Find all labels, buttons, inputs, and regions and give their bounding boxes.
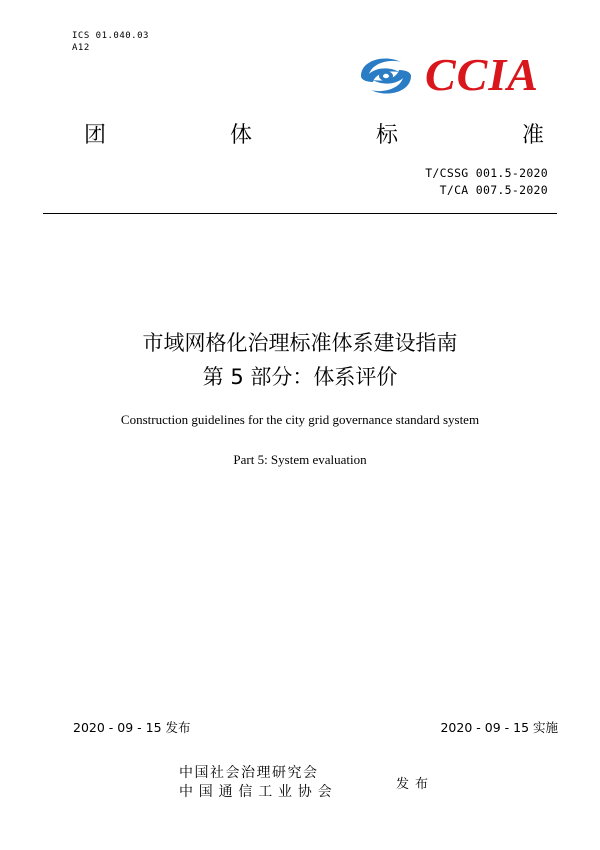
ccia-emblem-icon — [355, 50, 417, 102]
standard-type-char: 标 — [375, 123, 398, 148]
publisher-organizations — [179, 764, 337, 802]
publisher-org-2: 中国通信工业协会 — [179, 784, 338, 800]
standard-type-char: 准 — [521, 123, 544, 148]
title-english-part: Part 5: System evaluation — [233, 452, 367, 467]
classification-codes — [72, 30, 149, 54]
standard-type-char: 团 — [84, 123, 107, 148]
title-english-main: Construction guidelines for the city grid governance standard system — [120, 412, 480, 427]
title-chinese-part: 第 5 部分：体系评价 — [202, 365, 398, 389]
standard-code-cssg: T/CSSG 001.5-2020 — [425, 166, 548, 180]
standard-numbers — [425, 165, 548, 199]
ccs-code: A12 — [72, 43, 90, 53]
standard-type-char: 体 — [229, 123, 252, 148]
title-chinese-main: 市域网格化治理标准体系建设指南 — [142, 331, 458, 355]
header-divider — [43, 213, 557, 214]
publisher-org-1: 中国社会治理研究会 — [179, 765, 319, 781]
publish-label: 发布 — [396, 777, 435, 792]
release-date: 2020 - 09 - 15 发布 — [73, 720, 191, 735]
standard-code-ca: T/CA 007.5-2020 — [439, 183, 548, 197]
logo-text: CCIA — [425, 49, 539, 100]
ics-code: ICS 01.040.03 — [72, 31, 149, 41]
standard-type — [84, 118, 544, 149]
implementation-date: 2020 - 09 - 15 实施 — [440, 720, 558, 735]
ccia-logo — [355, 50, 555, 102]
